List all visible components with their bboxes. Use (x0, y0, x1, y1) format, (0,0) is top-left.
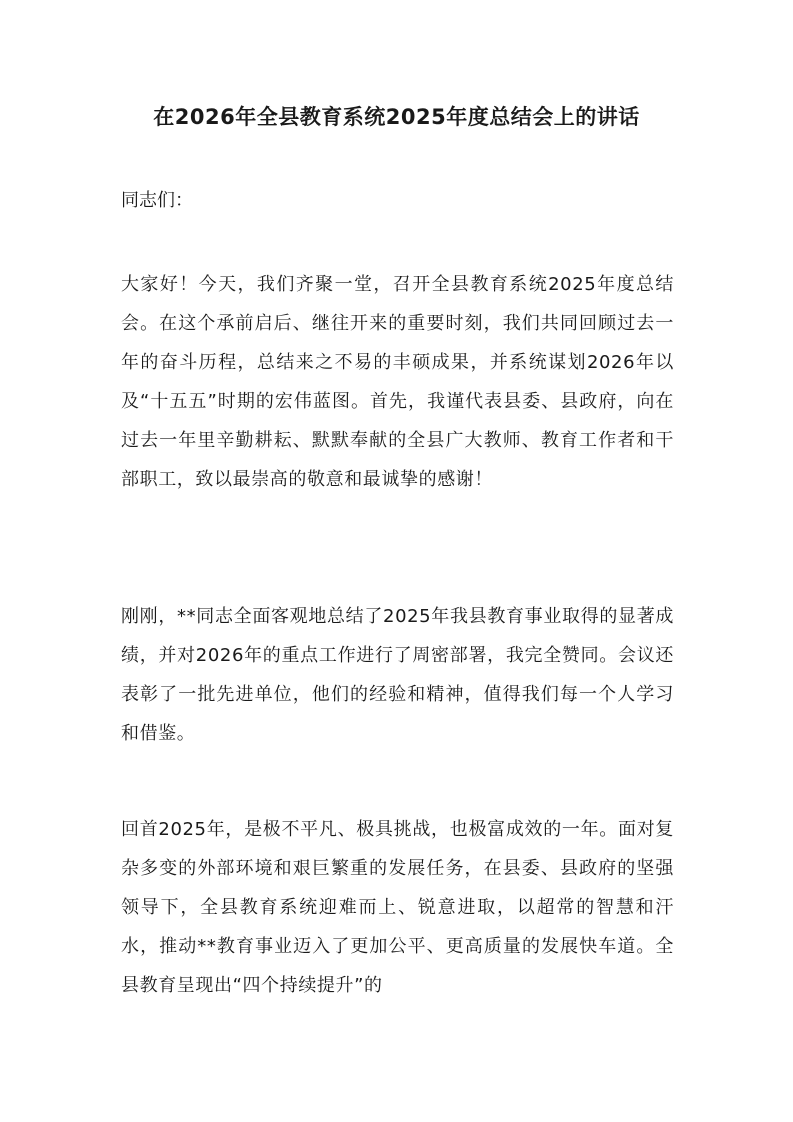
salutation: 同志们： (121, 190, 193, 211)
document-title: 在2026年全县教育系统2025年度总结会上的讲话 (153, 105, 640, 129)
paragraph-review: 回首2025年，是极不平凡、极具挑战，也极富成效的一年。面对复杂多变的外部环境和艰巨繁重的发展任务，在县委、县政府的坚强领导下，全县教育系统迎难而上、锐意进取，以超常的智慧和汗水，推动**教育事业迈入了更加公平、更高质量的发展快车道。全县教育呈现出“四个持续提升”的 (121, 819, 674, 996)
paragraph-summary: 刚刚，**同志全面客观地总结了2025年我县教育事业取得的显著成绩，并对2026年的重点工作进行了周密部署，我完全赞同。会议还表彰了一批先进单位，他们的经验和精神，值得我们每一个人学习和借鉴。 (121, 606, 674, 744)
paragraph-opening: 大家好！今天，我们齐聚一堂，召开全县教育系统2025年度总结会。在这个承前启后、继往开来的重要时刻，我们共同回顾过去一年的奋斗历程，总结来之不易的丰硕成果，并系统谋划2026年以及“十五五”时期的宏伟蓝图。首先，我谨代表县委、县政府，向在过去一年里辛勤耕耘、默默奉献的全县广大教师、教育工作者和干部职工，致以最崇高的敬意和最诚挚的感谢！ (121, 274, 674, 490)
